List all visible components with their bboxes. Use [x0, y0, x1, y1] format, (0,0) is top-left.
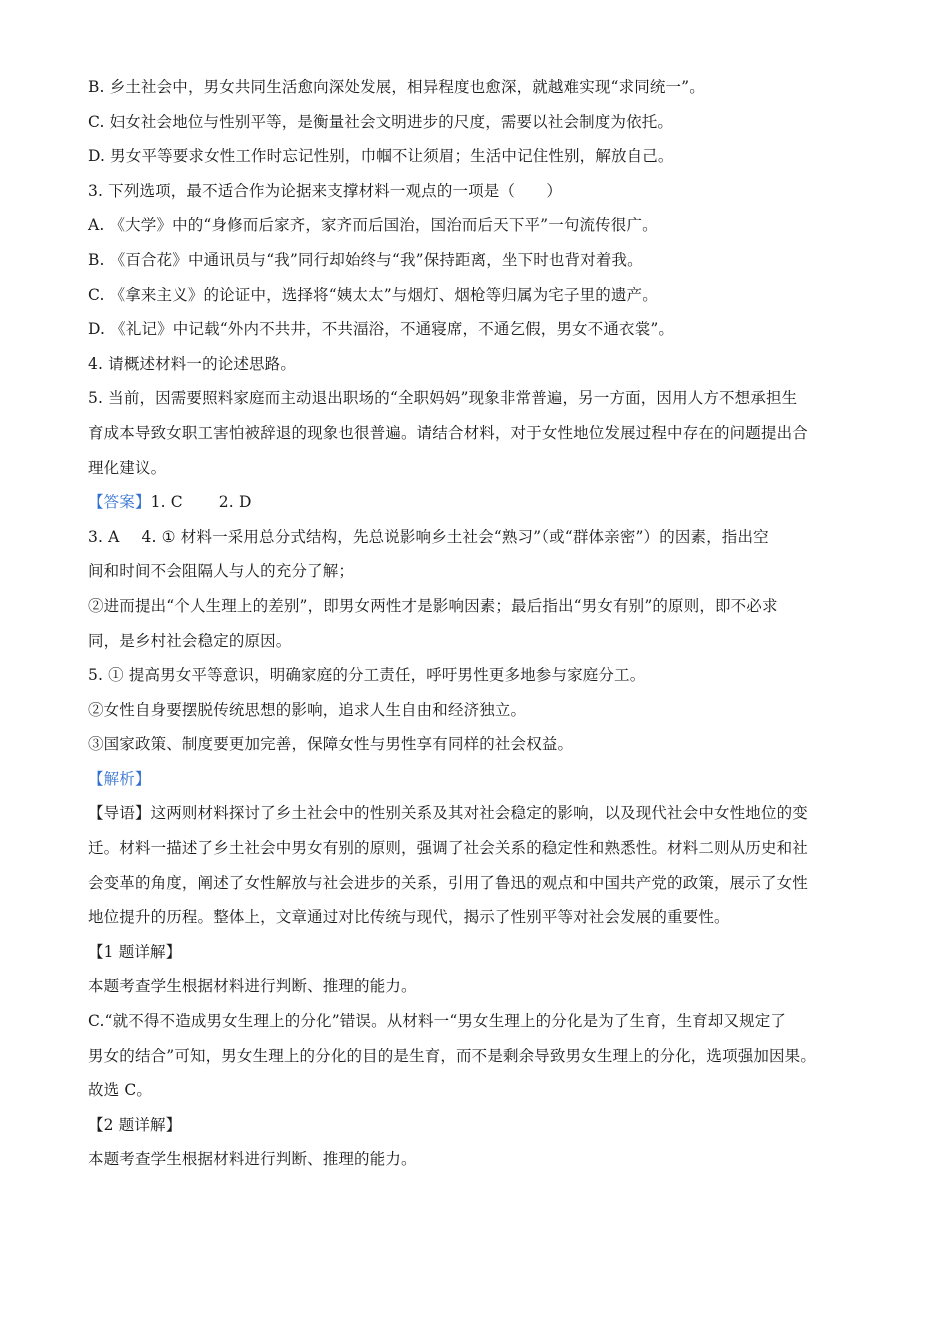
q2-option-c: C. 妇女社会地位与性别平等，是衡量社会文明进步的尺度，需要以社会制度为依托。: [88, 112, 674, 131]
analysis-intro-line: 会变革的角度，阐述了女性解放与社会进步的关系，引用了鲁迅的观点和中国共产党的政策，展示了女性: [88, 873, 808, 892]
answer-5-line: ③国家政策、制度要更加完善，保障女性与男性享有同样的社会权益。: [88, 735, 574, 754]
q3-option-c: C. 《拿来主义》的论证中，选择将“姨太太”与烟灯、烟枪等归属为宅子里的遗产。: [88, 285, 658, 304]
q3-option-a: A. 《大学》中的“身修而后家齐，家齐而后国治，国治而后天下平”一句流传很广。: [88, 216, 658, 235]
answer-4-line: 同，是乡村社会稳定的原因。: [88, 631, 292, 650]
answer-5-line: 5. ① 提高男女平等意识，明确家庭的分工责任，呼吁男性更多地参与家庭分工。: [88, 666, 646, 685]
q5-stem-line: 5. 当前，因需要照料家庭而主动退出职场的“全职妈妈”现象非常普遍，另一方面，因用人方不想承担生: [88, 389, 798, 408]
q5-stem-line: 育成本导致女职工害怕被辞退的现象也很普遍。请结合材料，对于女性地位发展过程中存在的问题提出合: [88, 423, 808, 442]
answer-3: 3. A: [88, 527, 120, 546]
q3-option-d: D. 《礼记》中记载“外内不共井，不共湢浴，不通寝席，不通乞假，男女不通衣裳”。: [88, 320, 675, 339]
detail-1-line: 故选 C。: [88, 1081, 153, 1100]
q4-stem: 4. 请概述材料一的论述思路。: [88, 354, 296, 373]
answer-3-4-row: [88, 520, 868, 555]
q3-stem: 3. 下列选项，最不适合作为论据来支撑材料一观点的一项是（ ）: [88, 181, 563, 200]
answer-1: 1. C: [150, 493, 183, 512]
detail-1-line: C.“就不得不造成男女生理上的分化”错误。从材料一“男女生理上的分化是为了生育，生育却又规定了: [88, 1012, 787, 1031]
analysis-intro-line: 迁。材料一描述了乡土社会中男女有别的原则，强调了社会关系的稳定性和熟悉性。材料二则从历史和社: [88, 839, 808, 858]
analysis-label-row: [88, 762, 868, 797]
answer-4-line: 4. ① 材料一采用总分式结构，先总说影响乡土社会“熟习”（或“群体亲密”）的因素，指出空: [141, 527, 769, 546]
detail-2-line: 本题考查学生根据材料进行判断、推理的能力。: [88, 1150, 417, 1169]
answer-row: [88, 485, 868, 520]
answer-5-line: ②女性自身要摆脱传统思想的影响，追求人生自由和经济独立。: [88, 700, 527, 719]
detail-1-line: 本题考查学生根据材料进行判断、推理的能力。: [88, 977, 417, 996]
analysis-intro-line: 【导语】这两则材料探讨了乡土社会中的性别关系及其对社会稳定的影响，以及现代社会中女性地位的变: [88, 804, 808, 823]
analysis-label: 【解析】: [88, 769, 151, 788]
detail-2-title: 【2 题详解】: [88, 1115, 182, 1134]
answer-label: 【答案】: [88, 493, 151, 512]
answer-2: 2. D: [218, 493, 252, 512]
analysis-intro-line: 地位提升的历程。整体上，文章通过对比传统与现代，揭示了性别平等对社会发展的重要性。: [88, 908, 730, 927]
q2-option-b: B. 乡土社会中，男女共同生活愈向深处发展，相异程度也愈深，就越难实现“求同统一”。: [88, 78, 705, 96]
document-page: [88, 70, 868, 1177]
answer-4-line: 间和时间不会阻隔人与人的充分了解；: [88, 562, 355, 581]
detail-1-title: 【1 题详解】: [88, 942, 182, 961]
q2-option-d: D. 男女平等要求女性工作时忘记性别，巾帼不让须眉；生活中记住性别，解放自己。: [88, 147, 674, 166]
q5-stem-line: 理化建议。: [88, 458, 167, 477]
answer-4-line: ②进而提出“个人生理上的差别”，即男女两性才是影响因素；最后指出“男女有别”的原则，即不必求: [88, 596, 778, 615]
q3-option-b: B. 《百合花》中通讯员与“我”同行却始终与“我”保持距离，坐下时也背对着我。: [88, 250, 643, 269]
detail-1-line: 男女的结合”可知，男女生理上的分化的目的是生育，而不是剩余导致男女生理上的分化，选项强加因果。: [88, 1046, 816, 1065]
